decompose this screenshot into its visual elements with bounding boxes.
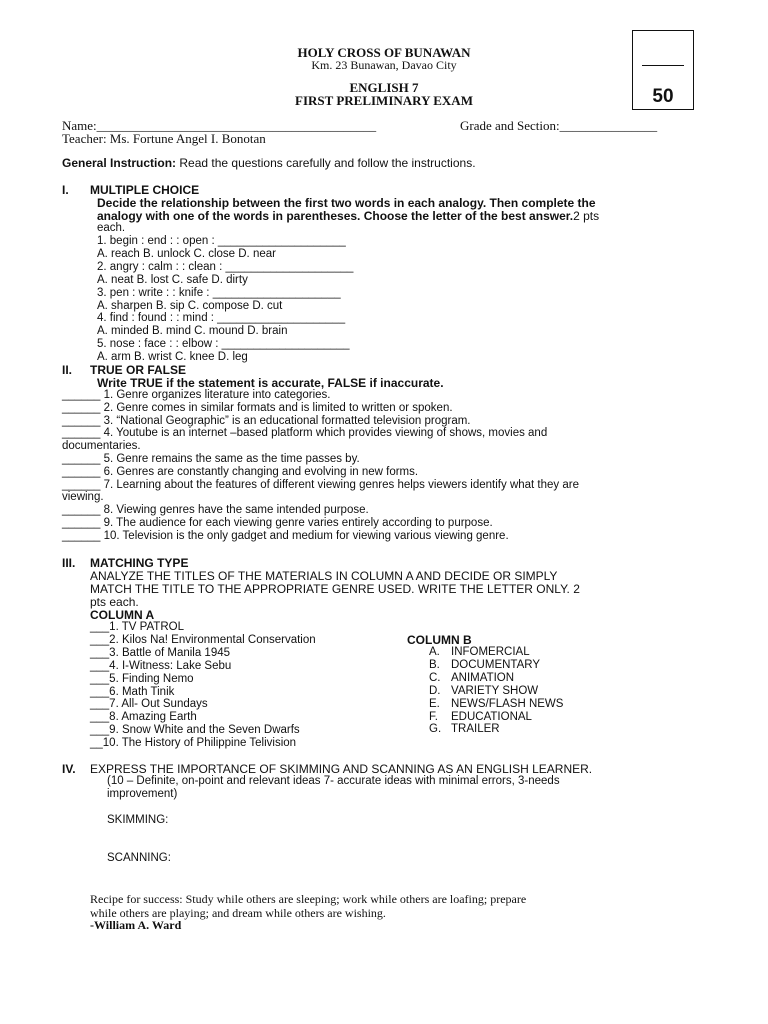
analogy-line: 2. angry : calm : : clean : ____________________ [97,260,354,273]
true-false-line: ______ 8. Viewing genres have the same intended purpose. [62,504,369,517]
column-b-letter: B. [429,658,440,671]
true-false-line: ______ 1. Genre organizes literature into categories. [62,389,331,401]
section4-rubric-line1: (10 – Definite, on-point and relevant ideas 7- accurate ideas with minimal errors, 3-needs [107,775,560,787]
quote-author: -William A. Ward [90,918,182,932]
general-instruction [62,156,476,170]
analogy-line: A. reach B. unlock C. close D. near [97,247,276,260]
section1-instruction-line3: each. [97,222,126,234]
score-total: 50 [652,86,674,107]
skimming-label: SKIMMING: [107,814,169,826]
true-false-line: ______ 5. Genre remains the same as the time passes by. [62,453,360,465]
section3-number: III. [62,556,76,570]
column-a-item: ___1. TV PATROL [90,621,184,633]
column-a-item: ___9. Snow White and the Seven Dwarfs [90,724,300,737]
column-a-item: __10. The History of Philippine Telivision [90,737,297,750]
subject-title: ENGLISH 7 [349,80,419,95]
quote-line2: while others are playing; and dream while others are wishing. [90,906,386,920]
column-b-letter: F. [429,710,438,723]
true-false-line: ______ 2. Genre comes in similar formats and is limited to written or spoken. [62,401,453,414]
column-a-item: ___7. All- Out Sundays [90,698,208,711]
column-b-genre: VARIETY SHOW [451,684,539,697]
column-b-genre: NEWS/FLASH NEWS [451,697,564,710]
column-b-letter: D. [429,684,441,697]
true-false-line: ______ 9. The audience for each viewing genre varies entirely according to purpose. [62,517,493,529]
section1-number: I. [62,183,69,197]
exam-title: FIRST PRELIMINARY EXAM [295,93,473,108]
score-blank [642,65,684,66]
analogy-line: A. minded B. mind C. mound D. brain [97,325,288,338]
section4-rubric-line2: improvement) [107,788,178,800]
section3-title: MATCHING TYPE [90,556,189,570]
grade-section-field: Grade and Section:_______________ [460,118,658,133]
section3-instruction-line3: pts each. [90,595,139,609]
analogy-line: A. arm B. wrist C. knee D. leg [97,351,248,364]
section1-instruction-bold: analogy with one of the words in parentheses. Choose the letter of the best answer. [97,209,574,223]
column-a-item: ___2. Kilos Na! Environmental Conservation [90,633,316,646]
general-instruction-label: General Instruction: [62,156,177,170]
analogy-line: 1. begin : end : : open : ____________________ [97,235,346,247]
section1-title: MULTIPLE CHOICE [90,183,200,197]
column-a-item: ___3. Battle of Manila 1945 [90,646,231,659]
analogy-line: A. sharpen B. sip C. compose D. cut [97,299,283,312]
section1-instruction-line1: Decide the relationship between the first two words in each analogy. Then complete the [97,196,596,210]
section3-instruction-line2: MATCH THE TITLE TO THE APPROPRIATE GENRE USED. WRITE THE LETTER ONLY. 2 [90,582,580,596]
column-b-genre: TRAILER [451,723,500,736]
quote-line1: Recipe for success: Study while others are sleeping; work while others are loafing; prepare [90,892,527,906]
section2-number: II. [62,363,73,377]
column-b-genre: ANIMATION [451,671,515,684]
section2-instruction: Write TRUE if the statement is accurate, FALSE if inaccurate. [97,376,444,390]
column-b-genre: EDUCATIONAL [451,710,532,723]
true-false-line: ______ 6. Genres are constantly changing and evolving in new forms. [62,465,419,478]
column-b-letter: A. [429,646,440,658]
true-false-line: documentaries. [62,440,141,453]
column-b-letter: G. [429,723,442,736]
general-instruction-text: Read the questions carefully and follow the instructions. [176,156,476,170]
analogy-line: 4. find : found : : mind : ____________________ [97,312,346,325]
column-b-title: COLUMN B [407,633,472,647]
analogy-line: 5. nose : face : : elbow : ____________________ [97,338,350,351]
column-a-item: ___5. Finding Nemo [90,672,194,685]
analogy-line: 3. pen : write : : knife : ____________________ [97,286,341,299]
column-a-title: COLUMN A [90,608,155,622]
true-false-line: ______ 10. Television is the only gadget and medium for viewing various viewing genre. [62,529,509,542]
section3-instruction-line1: ANALYZE THE TITLES OF THE MATERIALS IN COLUMN A AND DECIDE OR SIMPLY [90,569,558,583]
section2-title: TRUE OR FALSE [90,363,187,377]
school-address: Km. 23 Bunawan, Davao City [311,58,457,72]
section4-title: EXPRESS THE IMPORTANCE OF SKIMMING AND SCANNING AS AN ENGLISH LEARNER. [90,762,593,776]
section1-instruction-points: 2 pts [573,209,600,223]
school-name: HOLY CROSS OF BUNAWAN [297,45,471,60]
scanning-label: SCANNING: [107,852,171,864]
true-false-line: ______ 4. Youtube is an internet –based platform which provides viewing of shows, movies and [62,427,548,440]
name-field: Name:___________________________________________ [62,118,377,133]
teacher-line: Teacher: Ms. Fortune Angel I. Bonotan [62,131,266,146]
section4-number: IV. [62,762,76,776]
column-b-genre: DOCUMENTARY [451,658,541,671]
column-b-genre: INFOMERCIAL [451,646,530,658]
column-a-item: ___8. Amazing Earth [90,711,197,724]
column-b-letter: C. [429,671,441,684]
analogy-line: A. neat B. lost C. safe D. dirty [97,273,248,286]
true-false-line: viewing. [62,491,104,504]
true-false-line: ______ 3. “National Geographic” is an educational formatted television program. [62,414,471,427]
true-false-line: ______ 7. Learning about the features of different viewing genres helps viewers identify what they are [62,478,579,491]
column-a-item: ___6. Math Tinik [90,685,175,698]
column-a-item: ___4. I-Witness: Lake Sebu [90,659,232,672]
score-box [632,30,694,110]
section1-instruction-line2 [97,209,599,223]
column-b-letter: E. [429,697,440,710]
